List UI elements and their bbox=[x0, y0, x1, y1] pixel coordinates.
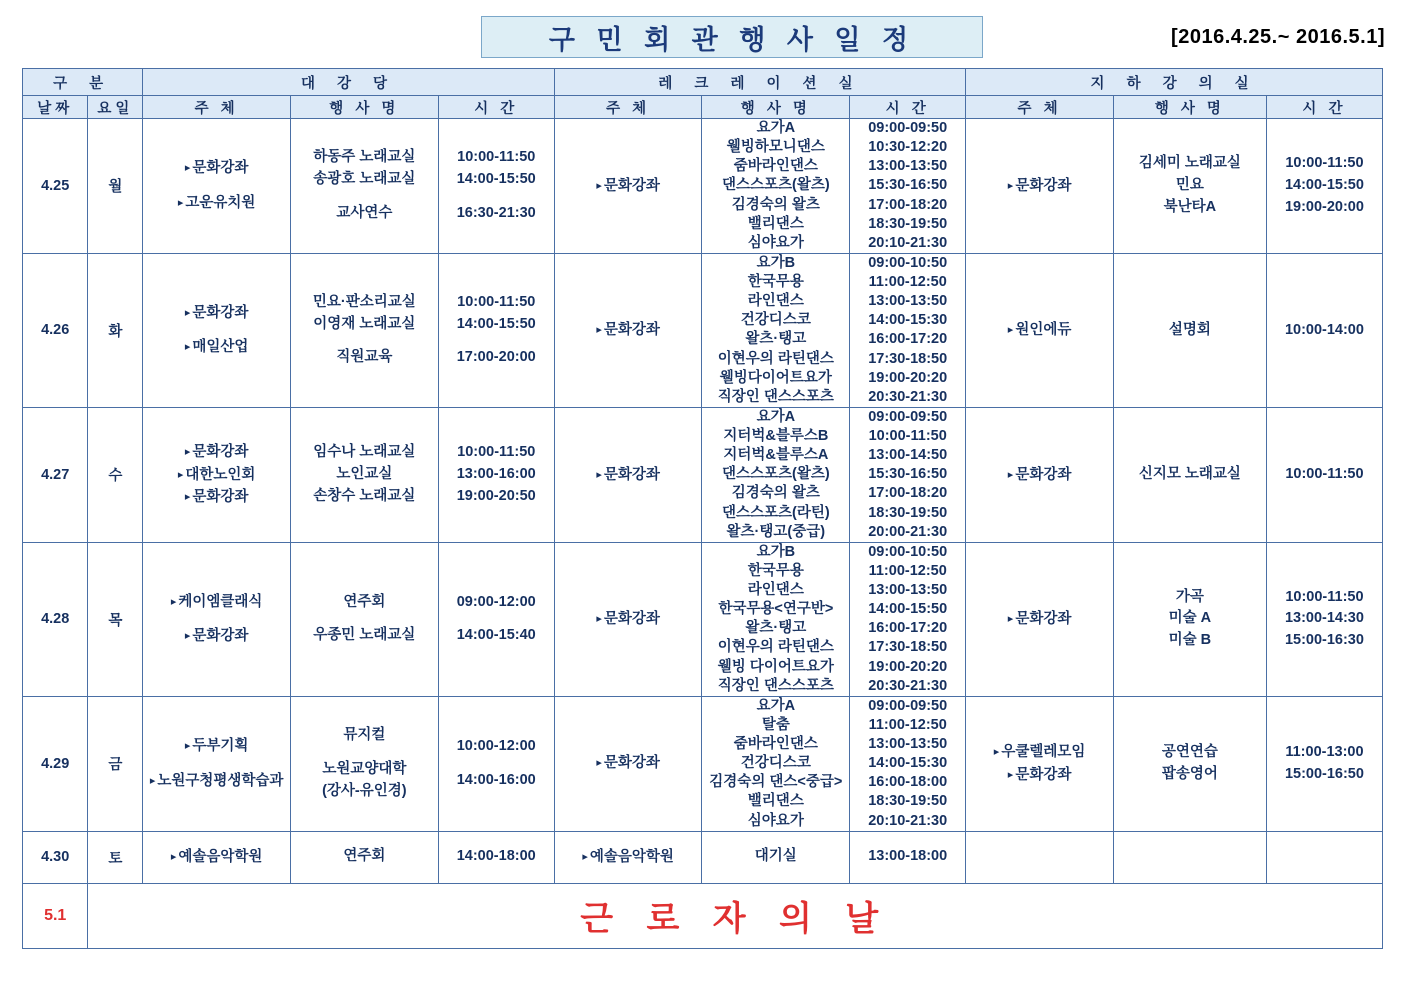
recreation-time-item: 20:10-21:30 bbox=[868, 812, 948, 829]
recreation-time bbox=[850, 407, 966, 542]
basement-subject-item: ▸ 문화강좌 bbox=[1007, 177, 1072, 194]
basement-subject bbox=[966, 542, 1114, 696]
recreation-event-item: 대기실 bbox=[754, 848, 797, 865]
recreation-event-item: 김경숙의 왈츠 bbox=[731, 485, 820, 502]
basement-subject-item: ▸ 문화강좌 bbox=[1007, 466, 1072, 483]
recreation-time-item: 13:00-13:50 bbox=[868, 736, 948, 752]
recreation-event-item: 이현우의 라틴댄스 bbox=[717, 350, 834, 367]
row-date: 4.26 bbox=[23, 253, 88, 407]
recreation-subject bbox=[554, 253, 702, 407]
row-dow: 화 bbox=[88, 253, 143, 407]
recreation-time-item: 11:00-12:50 bbox=[868, 562, 947, 579]
bullet-icon: ▸ bbox=[177, 196, 184, 209]
hall-subject-item: ▸ 문화강좌 bbox=[184, 628, 249, 645]
table-sub-header-row bbox=[23, 96, 1383, 119]
table-row bbox=[23, 542, 1383, 696]
recreation-event-item: 왈츠·탱고 bbox=[745, 331, 807, 348]
bullet-icon: ▸ bbox=[582, 850, 588, 863]
recreation-event-item: 지터벅&블루스B bbox=[723, 428, 829, 444]
row-date: 4.28 bbox=[23, 542, 88, 696]
bullet-icon: ▸ bbox=[993, 746, 1000, 759]
hall-event: 임수나 노래교실 노인교실 손창수 노래교실 bbox=[290, 407, 438, 542]
hall-subject bbox=[143, 542, 291, 696]
recreation-time-item: 09:00-09:50 bbox=[868, 120, 948, 136]
hall-subject-item: ▸ 노원구청평생학습과 bbox=[149, 772, 284, 789]
bullet-icon: ▸ bbox=[1007, 468, 1014, 481]
recreation-time-item: 16:00-18:00 bbox=[868, 774, 948, 791]
recreation-time-item: 10:00-11:50 bbox=[868, 428, 947, 444]
recreation-event-item: 요가A bbox=[756, 697, 796, 714]
bullet-icon: ▸ bbox=[596, 179, 602, 192]
recreation-time-item: 09:00-10:50 bbox=[868, 254, 948, 271]
bullet-icon: ▸ bbox=[1007, 179, 1014, 192]
basement-time bbox=[1266, 696, 1382, 831]
basement-event-item: 미술 A bbox=[1168, 610, 1212, 627]
page-title: 구 민 회 관 행 사 일 정 bbox=[548, 24, 916, 55]
recreation-time-item: 17:00-18:20 bbox=[868, 196, 948, 213]
recreation-time-item: 11:00-12:50 bbox=[868, 274, 947, 290]
header-recreation-subject: 주 체 bbox=[554, 96, 702, 119]
table-row bbox=[23, 831, 1383, 883]
spacer bbox=[143, 758, 290, 770]
bullet-icon: ▸ bbox=[596, 324, 602, 337]
hall-time: 09:00-12:00 14:00-15:40 bbox=[438, 542, 554, 696]
hall-event: 연주회 bbox=[290, 831, 438, 883]
spacer bbox=[143, 324, 290, 336]
holiday-row bbox=[23, 883, 1383, 948]
recreation-time bbox=[850, 831, 966, 883]
hall-event: 연주회 우종민 노래교실 bbox=[290, 542, 438, 696]
recreation-time-item: 13:00-14:50 bbox=[868, 447, 948, 464]
basement-subject bbox=[966, 253, 1114, 407]
basement-event bbox=[1113, 407, 1266, 542]
row-date: 4.29 bbox=[23, 696, 88, 831]
header-recreation: 레 크 레 이 션 실 bbox=[554, 69, 965, 96]
recreation-time-item: 09:00-10:50 bbox=[868, 543, 948, 560]
holiday-date: 5.1 bbox=[23, 883, 88, 948]
recreation-event-item: 김경숙의 댄스<중급> bbox=[709, 774, 843, 791]
row-date: 4.30 bbox=[23, 831, 88, 883]
recreation-event-item: 라인댄스 bbox=[747, 582, 804, 598]
spacer bbox=[143, 180, 290, 192]
hall-subject-item: ▸ 대한노인회 bbox=[177, 466, 256, 483]
recreation-subject-item: ▸ 문화강좌 bbox=[596, 322, 660, 339]
row-dow: 토 bbox=[88, 831, 143, 883]
header-division: 구 분 bbox=[23, 69, 143, 96]
hall-event: 뮤지컬 노원교양대학 (강사-유인경) bbox=[290, 696, 438, 831]
bullet-icon: ▸ bbox=[596, 613, 602, 626]
hall-event: 하동주 노래교실 송광호 노래교실 교사연수 bbox=[290, 119, 438, 254]
bullet-icon: ▸ bbox=[184, 630, 191, 643]
hall-subject bbox=[143, 119, 291, 254]
recreation-subject-item: ▸ 예솔음악학원 bbox=[582, 848, 674, 865]
row-dow: 월 bbox=[88, 119, 143, 254]
recreation-time-item: 20:00-21:30 bbox=[868, 523, 948, 540]
basement-event bbox=[1113, 831, 1266, 883]
recreation-event-item: 웰빙 다이어트요가 bbox=[717, 658, 834, 675]
header-basement: 지 하 강 의 실 bbox=[966, 69, 1383, 96]
hall-subject bbox=[143, 696, 291, 831]
spacer bbox=[143, 613, 290, 625]
row-date: 4.27 bbox=[23, 407, 88, 542]
basement-time bbox=[1266, 119, 1382, 254]
recreation-time-item: 19:00-20:20 bbox=[868, 369, 948, 386]
hall-subject-item: ▸ 매일산업 bbox=[184, 339, 249, 356]
basement-event bbox=[1113, 696, 1266, 831]
table-group-header-row bbox=[23, 69, 1383, 96]
header-basement-subject: 주 체 bbox=[966, 96, 1114, 119]
header-date: 날짜 bbox=[23, 96, 88, 119]
recreation-event bbox=[702, 407, 850, 542]
recreation-event-item: 요가A bbox=[756, 408, 796, 425]
recreation-event-item: 댄스스포츠(왈츠) bbox=[721, 466, 830, 483]
recreation-time-item: 14:00-15:30 bbox=[868, 312, 948, 329]
basement-event-item: 미술 B bbox=[1168, 632, 1212, 649]
header-basement-event: 행 사 명 bbox=[1113, 96, 1266, 119]
recreation-event-item: 라인댄스 bbox=[747, 293, 804, 310]
bullet-icon: ▸ bbox=[184, 491, 191, 504]
recreation-time-item: 19:00-20:20 bbox=[868, 658, 948, 675]
hall-subject-item: ▸ 문화강좌 bbox=[184, 444, 249, 461]
row-dow: 금 bbox=[88, 696, 143, 831]
bullet-icon: ▸ bbox=[596, 757, 602, 770]
basement-time-item: 15:00-16:30 bbox=[1284, 632, 1364, 649]
recreation-subject bbox=[554, 119, 702, 254]
recreation-time-item: 13:00-13:50 bbox=[868, 582, 948, 598]
row-date: 4.25 bbox=[23, 119, 88, 254]
basement-event bbox=[1113, 119, 1266, 254]
hall-subject-item: ▸ 두부기획 bbox=[184, 738, 249, 755]
recreation-time-item: 13:00-13:50 bbox=[868, 293, 948, 310]
recreation-subject bbox=[554, 407, 702, 542]
recreation-event-item: 건강디스코 bbox=[740, 755, 811, 772]
basement-time-item: 10:00-11:50 bbox=[1285, 465, 1364, 482]
header-basement-time: 시 간 bbox=[1266, 96, 1382, 119]
recreation-event-item: 웰빙하모니댄스 bbox=[726, 139, 825, 156]
recreation-time-item: 10:30-12:20 bbox=[868, 139, 948, 156]
hall-subject bbox=[143, 253, 291, 407]
bullet-icon: ▸ bbox=[184, 341, 191, 354]
header-hall-event: 행 사 명 bbox=[290, 96, 438, 119]
recreation-event-item: 밸리댄스 bbox=[747, 793, 804, 810]
basement-event-item: 팝송영어 bbox=[1161, 765, 1218, 782]
basement-subject bbox=[966, 407, 1114, 542]
basement-time-item: 10:00-11:50 bbox=[1285, 588, 1364, 605]
recreation-time bbox=[850, 253, 966, 407]
bullet-icon: ▸ bbox=[1007, 613, 1014, 626]
recreation-subject bbox=[554, 542, 702, 696]
basement-time-item: 13:00-14:30 bbox=[1284, 610, 1364, 627]
recreation-event-item: 이현우의 라틴댄스 bbox=[717, 639, 834, 656]
recreation-time-item: 14:00-15:30 bbox=[868, 755, 948, 772]
recreation-time-item: 15:30-16:50 bbox=[868, 177, 948, 194]
header-recreation-time: 시 간 bbox=[850, 96, 966, 119]
basement-subject-item: ▸ 문화강좌 bbox=[1007, 611, 1072, 628]
bullet-icon: ▸ bbox=[184, 306, 191, 319]
bullet-icon: ▸ bbox=[170, 850, 177, 863]
recreation-time-item: 18:30-19:50 bbox=[868, 504, 948, 521]
basement-time-item: 19:00-20:00 bbox=[1284, 198, 1364, 215]
recreation-event-item: 웰빙다이어트요가 bbox=[719, 369, 832, 386]
basement-event-item: 김세미 노래교실 bbox=[1138, 155, 1241, 172]
recreation-event-item: 한국무용<연구반> bbox=[718, 601, 834, 618]
date-range: [2016.4.25.~ 2016.5.1] bbox=[1171, 26, 1385, 48]
schedule-table bbox=[22, 68, 1383, 949]
recreation-event-item: 한국무용 bbox=[747, 562, 804, 579]
recreation-time-item: 11:00-12:50 bbox=[868, 716, 947, 733]
basement-time bbox=[1266, 831, 1382, 883]
header-hall-subject: 주 체 bbox=[143, 96, 291, 119]
recreation-time-item: 09:00-09:50 bbox=[868, 697, 948, 714]
basement-event bbox=[1113, 253, 1266, 407]
recreation-time-item: 18:30-19:50 bbox=[868, 793, 948, 810]
recreation-time-item: 14:00-15:50 bbox=[868, 601, 948, 618]
row-dow: 수 bbox=[88, 407, 143, 542]
basement-event-item: 공연연습 bbox=[1161, 743, 1218, 760]
bullet-icon: ▸ bbox=[170, 595, 177, 608]
recreation-event-item: 줌바라인댄스 bbox=[733, 736, 818, 752]
recreation-time-item: 16:00-17:20 bbox=[868, 331, 948, 348]
hall-time: 10:00-11:50 14:00-15:50 16:30-21:30 bbox=[438, 119, 554, 254]
header-hall-time: 시 간 bbox=[438, 96, 554, 119]
basement-event-item: 북난타A bbox=[1163, 198, 1217, 215]
recreation-event bbox=[702, 253, 850, 407]
hall-time: 10:00-11:50 13:00-16:00 19:00-20:50 bbox=[438, 407, 554, 542]
hall-subject-item: ▸ 예솔음악학원 bbox=[170, 848, 263, 865]
recreation-subject-item: ▸ 문화강좌 bbox=[596, 466, 660, 483]
hall-subject-item: ▸ 케이엠클래식 bbox=[170, 593, 263, 610]
recreation-event-item: 왈츠·탱고 bbox=[745, 620, 807, 637]
bullet-icon: ▸ bbox=[184, 446, 191, 459]
recreation-time-item: 20:10-21:30 bbox=[868, 234, 948, 251]
basement-event-item: 가곡 bbox=[1175, 588, 1204, 605]
header-dow: 요일 bbox=[88, 96, 143, 119]
recreation-time-item: 17:30-18:50 bbox=[868, 639, 948, 656]
basement-event bbox=[1113, 542, 1266, 696]
recreation-time-item: 13:00-18:00 bbox=[868, 848, 948, 865]
hall-subject-item: ▸ 문화강좌 bbox=[184, 160, 249, 177]
recreation-event-item: 심야요가 bbox=[747, 234, 804, 251]
basement-subject bbox=[966, 696, 1114, 831]
recreation-event bbox=[702, 831, 850, 883]
hall-subject-item: ▸ 문화강좌 bbox=[184, 489, 249, 506]
recreation-event-item: 왈츠·탱고(중급) bbox=[726, 523, 826, 540]
recreation-event-item: 줌바라인댄스 bbox=[733, 158, 818, 175]
recreation-event-item: 탈춤 bbox=[761, 716, 790, 733]
recreation-time bbox=[850, 542, 966, 696]
bullet-icon: ▸ bbox=[149, 774, 156, 787]
hall-time: 10:00-11:50 14:00-15:50 17:00-20:00 bbox=[438, 253, 554, 407]
basement-event-item: 신지모 노래교실 bbox=[1138, 465, 1241, 482]
recreation-time-item: 17:00-18:20 bbox=[868, 485, 948, 502]
hall-subject-item: ▸ 고운유치원 bbox=[177, 194, 256, 211]
bullet-icon: ▸ bbox=[1007, 768, 1014, 781]
recreation-event bbox=[702, 542, 850, 696]
recreation-event bbox=[702, 119, 850, 254]
recreation-time-item: 13:00-13:50 bbox=[868, 158, 948, 175]
basement-subject-item: ▸ 우쿨렐레모임 bbox=[993, 744, 1086, 761]
bullet-icon: ▸ bbox=[177, 468, 184, 481]
recreation-subject bbox=[554, 831, 702, 883]
hall-time: 10:00-12:00 14:00-16:00 bbox=[438, 696, 554, 831]
header-recreation-event: 행 사 명 bbox=[702, 96, 850, 119]
recreation-time-item: 20:30-21:30 bbox=[868, 388, 948, 405]
basement-subject-item: ▸ 문화강좌 bbox=[1007, 766, 1072, 783]
recreation-event-item: 밸리댄스 bbox=[747, 215, 804, 232]
table-row bbox=[23, 119, 1383, 254]
recreation-time bbox=[850, 119, 966, 254]
recreation-event-item: 한국무용 bbox=[747, 274, 804, 290]
recreation-subject-item: ▸ 문화강좌 bbox=[596, 611, 660, 628]
basement-time bbox=[1266, 253, 1382, 407]
recreation-event bbox=[702, 696, 850, 831]
basement-time bbox=[1266, 542, 1382, 696]
recreation-time-item: 09:00-09:50 bbox=[868, 408, 948, 425]
basement-time-item: 10:00-11:50 bbox=[1285, 155, 1364, 172]
basement-subject-item: ▸ 원인에듀 bbox=[1007, 322, 1072, 339]
basement-subject bbox=[966, 119, 1114, 254]
basement-time-item: 15:00-16:50 bbox=[1284, 765, 1364, 782]
basement-event-item: 민요 bbox=[1175, 177, 1204, 194]
basement-time-item: 10:00-14:00 bbox=[1284, 321, 1364, 338]
row-dow: 목 bbox=[88, 542, 143, 696]
recreation-time bbox=[850, 696, 966, 831]
recreation-event-item: 댄스스포츠(라틴) bbox=[721, 504, 830, 521]
recreation-event-item: 직장인 댄스스포츠 bbox=[717, 388, 834, 405]
table-body bbox=[23, 119, 1383, 949]
hall-subject-item: ▸ 문화강좌 bbox=[184, 304, 249, 321]
basement-time bbox=[1266, 407, 1382, 542]
basement-subject bbox=[966, 831, 1114, 883]
recreation-event-item: 요가B bbox=[756, 543, 796, 560]
recreation-time-item: 20:30-21:30 bbox=[868, 677, 948, 694]
table-row bbox=[23, 253, 1383, 407]
recreation-event-item: 요가B bbox=[756, 254, 796, 271]
recreation-subject-item: ▸ 문화강좌 bbox=[596, 755, 660, 772]
hall-time: 14:00-18:00 bbox=[438, 831, 554, 883]
recreation-subject-item: ▸ 문화강좌 bbox=[596, 177, 660, 194]
bullet-icon: ▸ bbox=[184, 740, 191, 753]
basement-time-item: 11:00-13:00 bbox=[1285, 743, 1364, 760]
hall-event: 민요·판소리교실 이영재 노래교실 직원교육 bbox=[290, 253, 438, 407]
recreation-event-item: 건강디스코 bbox=[740, 312, 811, 329]
table-row bbox=[23, 696, 1383, 831]
page-title-box bbox=[481, 16, 983, 58]
basement-event-item: 설명회 bbox=[1168, 321, 1211, 338]
basement-time-item: 14:00-15:50 bbox=[1284, 177, 1364, 194]
recreation-event-item: 직장인 댄스스포츠 bbox=[717, 677, 834, 694]
recreation-event-item: 요가A bbox=[756, 120, 796, 136]
page-header bbox=[0, 0, 1403, 58]
recreation-subject bbox=[554, 696, 702, 831]
recreation-event-item: 지터벅&블루스A bbox=[723, 447, 829, 464]
header-hall: 대 강 당 bbox=[143, 69, 554, 96]
hall-subject bbox=[143, 831, 291, 883]
bullet-icon: ▸ bbox=[1007, 324, 1014, 337]
recreation-time-item: 17:30-18:50 bbox=[868, 350, 948, 367]
bullet-icon: ▸ bbox=[184, 162, 191, 175]
table-row bbox=[23, 407, 1383, 542]
recreation-event-item: 심야요가 bbox=[747, 812, 804, 829]
recreation-event-item: 김경숙의 왈츠 bbox=[731, 196, 820, 213]
recreation-event-item: 댄스스포츠(왈츠) bbox=[721, 177, 830, 194]
recreation-time-item: 15:30-16:50 bbox=[868, 466, 948, 483]
recreation-time-item: 18:30-19:50 bbox=[868, 215, 948, 232]
bullet-icon: ▸ bbox=[596, 468, 602, 481]
holiday-label: 근 로 자 의 날 bbox=[88, 883, 1383, 948]
hall-subject bbox=[143, 407, 291, 542]
recreation-time-item: 16:00-17:20 bbox=[868, 620, 948, 637]
